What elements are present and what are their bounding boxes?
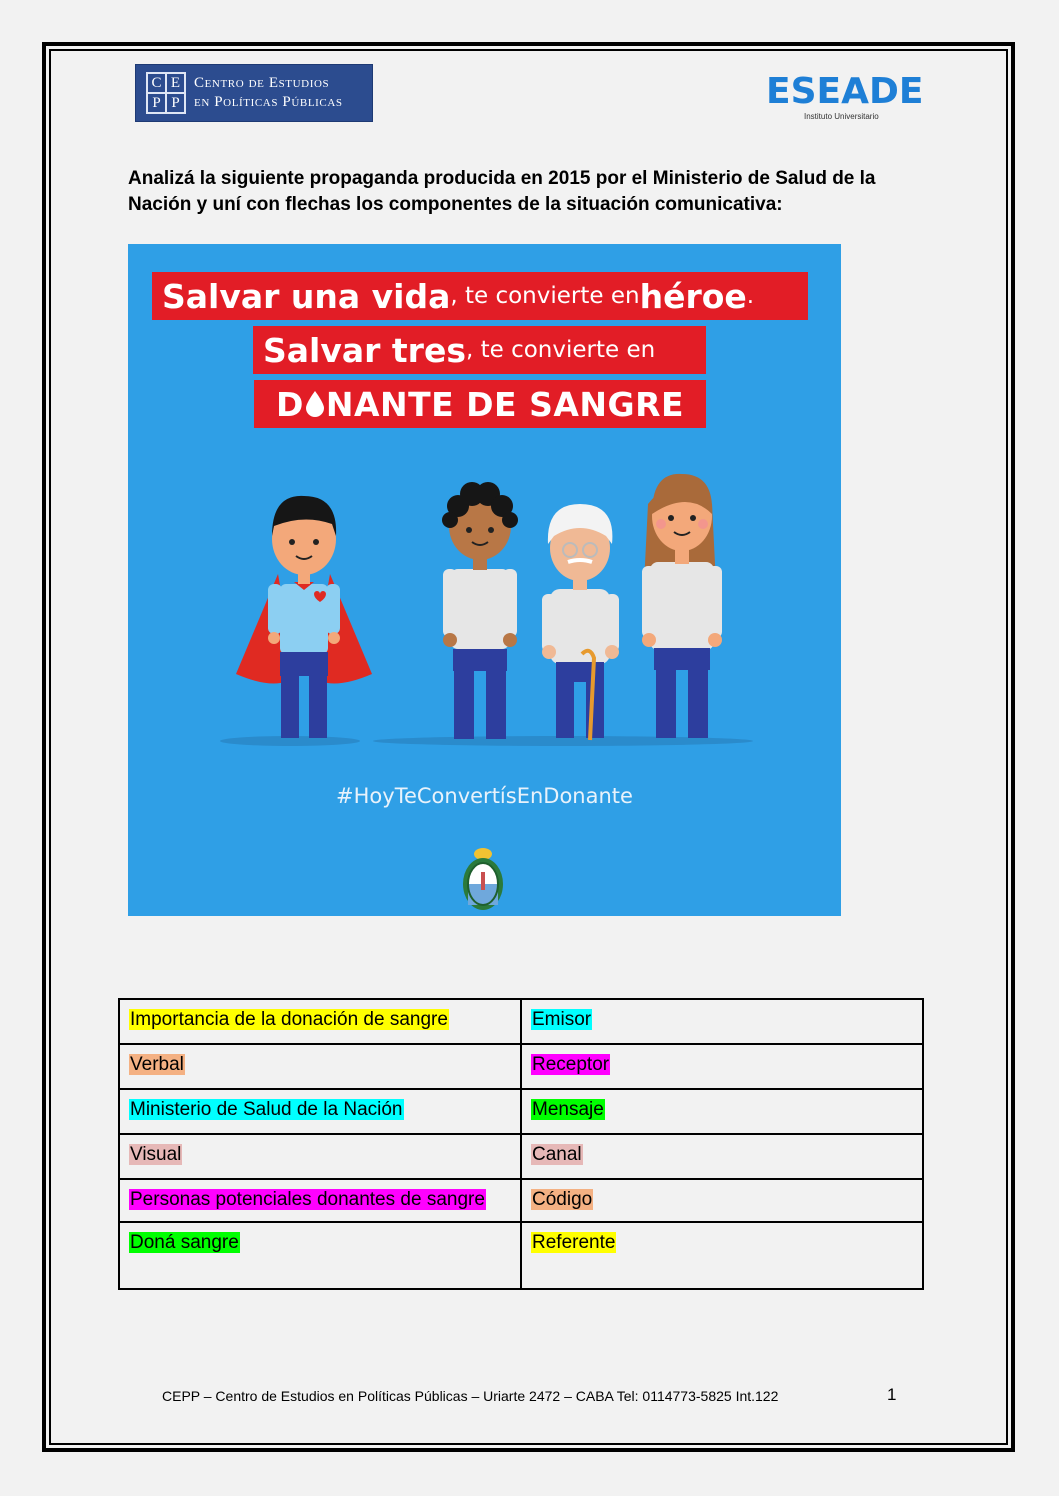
table-cell-right — [521, 1089, 923, 1134]
table-row — [119, 1044, 923, 1089]
poster-banner-line2 — [253, 326, 706, 374]
table-row — [119, 1089, 923, 1134]
match-option-left[interactable]: Verbal — [130, 1054, 184, 1075]
cepp-letter: P — [147, 93, 166, 113]
campaign-poster — [128, 244, 841, 916]
poster-hashtag: #HoyTeConvertísEnDonante — [336, 784, 633, 808]
cepp-logo-text — [194, 74, 343, 112]
page-footer: CEPP – Centro de Estudios en Políticas Públicas – Uriarte 2472 – CABA Tel: 0114773-5825 Int.122 — [162, 1388, 779, 1404]
blood-drop-icon — [305, 390, 325, 418]
table-cell-left — [119, 999, 521, 1044]
match-option-right[interactable]: Mensaje — [532, 1099, 604, 1120]
match-option-right[interactable]: Emisor — [532, 1009, 592, 1030]
table-cell-right — [521, 1179, 923, 1222]
cepp-letter: E — [166, 73, 185, 93]
match-option-left[interactable]: Doná sangre — [130, 1232, 239, 1253]
eseade-logo — [766, 72, 926, 124]
woman-long-hair-figure — [642, 474, 722, 738]
match-option-left[interactable]: Personas potenciales donantes de sangre — [130, 1189, 485, 1210]
table-cell-right — [521, 1134, 923, 1179]
poster-line2-light: , te convierte en — [465, 337, 656, 363]
table-cell-left — [119, 1044, 521, 1089]
match-option-left[interactable]: Importancia de la donación de sangre — [130, 1009, 448, 1030]
eseade-logo-subtitle: Instituto Universitario — [804, 112, 879, 121]
match-option-right[interactable]: Receptor — [532, 1054, 610, 1075]
table-cell-right — [521, 1044, 923, 1089]
match-option-right[interactable]: Canal — [532, 1144, 582, 1165]
coat-of-arms-icon — [458, 844, 508, 916]
cepp-logo-line1: Centro de Estudios — [194, 75, 330, 91]
table-cell-left — [119, 1222, 521, 1289]
table-row — [119, 999, 923, 1044]
poster-illustration — [128, 444, 841, 764]
poster-banner-line1 — [152, 272, 808, 320]
table-cell-right — [521, 999, 923, 1044]
poster-line1-light: , te convierte en — [450, 283, 640, 309]
cepp-letter: C — [147, 73, 166, 93]
cepp-logo-grid — [146, 72, 186, 114]
matching-table — [118, 998, 924, 1290]
cepp-logo-line2: en Políticas Públicas — [194, 94, 343, 110]
elder-figure — [542, 504, 619, 740]
match-option-left[interactable]: Visual — [130, 1144, 182, 1165]
cepp-letter: P — [166, 93, 185, 113]
table-row — [119, 1134, 923, 1179]
poster-line1-end: . — [746, 283, 755, 309]
instruction-text: Analizá la siguiente propaganda producida en 2015 por el Ministerio de Salud de la Nación y uní con flechas los componentes de la situación comunicativa: — [128, 168, 876, 215]
table-row — [119, 1179, 923, 1222]
poster-line1-strong: Salvar una vida — [162, 276, 451, 316]
table-cell-left — [119, 1179, 521, 1222]
poster-line2-strong: Salvar tres — [263, 330, 466, 370]
eseade-logo-name: ESEADE — [766, 71, 924, 112]
poster-line3-start: D — [275, 384, 304, 424]
poster-banner-line3 — [254, 380, 706, 428]
table-cell-right — [521, 1222, 923, 1289]
poster-line1-strong2: héroe — [639, 276, 747, 316]
person-curly-hair-figure — [442, 482, 518, 739]
table-row — [119, 1222, 923, 1289]
hero-figure — [236, 496, 372, 738]
table-cell-left — [119, 1134, 521, 1179]
match-option-right[interactable]: Código — [532, 1189, 593, 1210]
cepp-logo — [135, 64, 373, 122]
match-option-right[interactable]: Referente — [532, 1232, 616, 1253]
table-cell-left — [119, 1089, 521, 1134]
poster-line3-end: NANTE DE SANGRE — [325, 384, 685, 424]
match-option-left[interactable]: Ministerio de Salud de la Nación — [130, 1099, 403, 1120]
page-number: 1 — [887, 1385, 897, 1404]
